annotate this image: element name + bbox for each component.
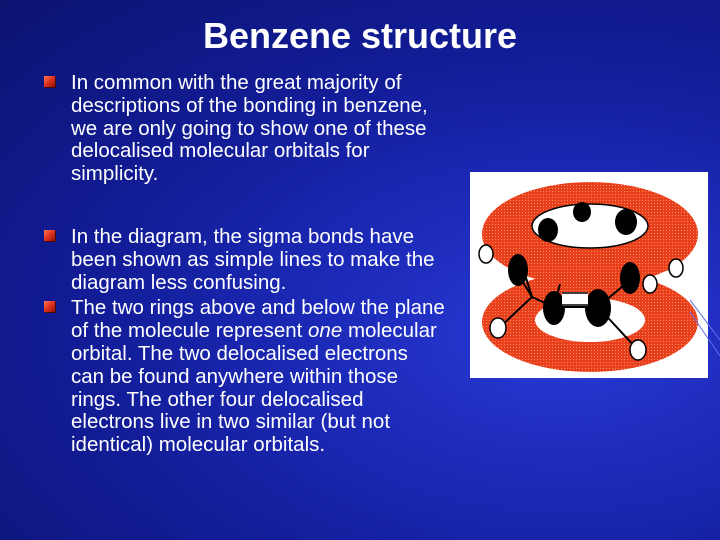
bullet-text-emphasis: one [308,319,343,343]
lower-ring-gap [562,292,588,306]
benzene-orbital-diagram [470,172,708,378]
bullet-item [40,226,445,294]
bullet-text: In common with the great majority of descriptions of the bonding in benzene, we are only going to show one of these delocalised molecular orbitals for simplicity. [71,71,428,186]
bullet-text-after: molecular orbital. The two delocalised electrons can be found anywhere within those rings. The other four delocalised electrons live in two similar (but not identical) molecular orbitals. [71,319,437,457]
benzene-orbital-image [470,172,708,378]
slide-title: Benzene structure [202,15,518,56]
bullet-item [40,297,445,457]
bullet-item [40,72,445,186]
red-square-bullet-icon [44,76,55,87]
decorative-lines [690,300,720,360]
bullet-text-before: The two rings above and below the plane of the molecule represent [71,296,445,343]
red-square-bullet-icon [44,230,55,241]
red-square-bullet-icon [44,301,55,312]
bullet-list [40,72,445,457]
bullet-text: In the diagram, the sigma bonds have been shown as simple lines to make the diagram less confusing. [71,224,435,294]
